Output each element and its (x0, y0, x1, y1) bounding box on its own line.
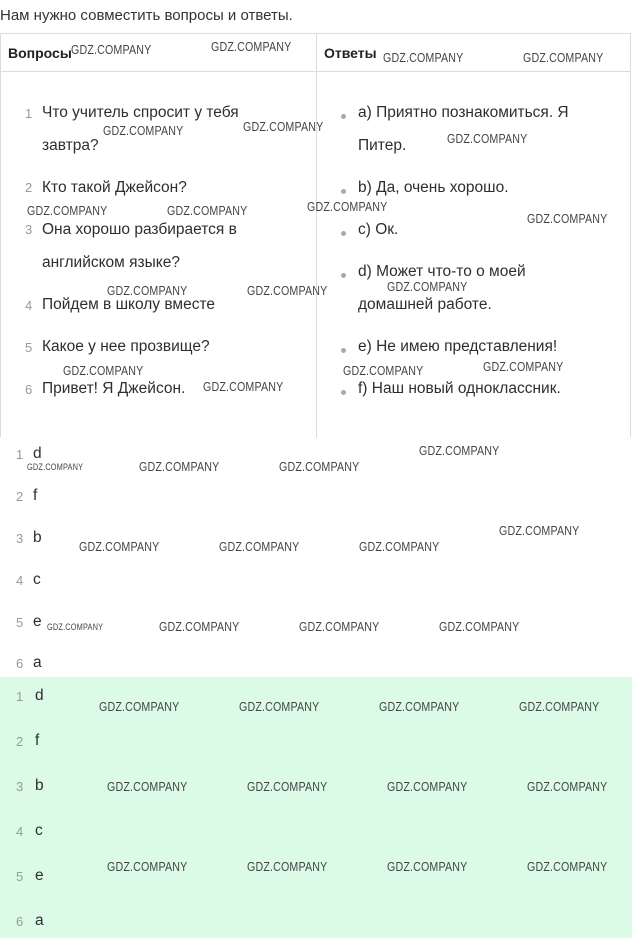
watermark-text: GDZ.COMPANY (527, 779, 608, 794)
watermark-text: GDZ.COMPANY (307, 199, 388, 214)
watermark-text: GDZ.COMPANY (527, 859, 608, 874)
match-value: f (35, 732, 40, 749)
match-number: 6 (16, 656, 24, 671)
match-number: 5 (16, 615, 24, 630)
watermark-text: GDZ.COMPANY (139, 459, 220, 474)
watermark-text: GDZ.COMPANY (519, 699, 600, 714)
header-questions: Вопросы (8, 45, 72, 61)
watermark-text: GDZ.COMPANY (71, 42, 152, 57)
answer-text: a) Приятно познакомиться. Я (358, 104, 569, 121)
match-value: b (35, 777, 44, 794)
question-number: 3 (25, 222, 33, 237)
watermark-text: GDZ.COMPANY (211, 39, 292, 54)
watermark-text: GDZ.COMPANY (279, 459, 360, 474)
watermark-text: GDZ.COMPANY (159, 619, 240, 634)
match-number: 2 (16, 489, 24, 504)
watermark-text: GDZ.COMPANY (219, 539, 300, 554)
answer-text: c) Ок. (358, 221, 399, 238)
question-text: Привет! Я Джейсон. (42, 380, 186, 397)
bullet-icon (341, 348, 346, 353)
match-value: c (33, 571, 41, 588)
match-table (0, 33, 631, 437)
question-text: Что учитель спросит у тебя (42, 104, 239, 121)
question-number: 1 (25, 106, 33, 121)
watermark-text: GDZ.COMPANY (419, 443, 500, 458)
question-number: 2 (25, 180, 33, 195)
watermark-text: GDZ.COMPANY (107, 283, 188, 298)
watermark-text: GDZ.COMPANY (107, 779, 188, 794)
match-number: 4 (16, 824, 24, 839)
match-number: 4 (16, 573, 24, 588)
match-value: e (33, 613, 42, 630)
question-text: Пойдем в школу вместе (42, 296, 215, 313)
bullet-icon (341, 390, 346, 395)
match-number: 3 (16, 531, 24, 546)
watermark-text: GDZ.COMPANY (239, 699, 320, 714)
watermark-text: GDZ.COMPANY (447, 131, 528, 146)
watermark-text: GDZ.COMPANY (103, 123, 184, 138)
watermark-text: GDZ.COMPANY (247, 283, 328, 298)
answer-text: f) Наш новый одноклассник. (358, 380, 561, 397)
match-number: 1 (16, 689, 24, 704)
watermark-text: GDZ.COMPANY (47, 622, 104, 632)
watermark-text: GDZ.COMPANY (299, 619, 380, 634)
watermark-text: GDZ.COMPANY (383, 50, 464, 65)
watermark-text: GDZ.COMPANY (387, 859, 468, 874)
bullet-icon (341, 114, 346, 119)
watermark-text: GDZ.COMPANY (79, 539, 160, 554)
watermark-text: GDZ.COMPANY (167, 203, 248, 218)
column-divider (316, 34, 317, 438)
question-text: Какое у нее прозвище? (42, 338, 210, 355)
page-title: Нам нужно совместить вопросы и ответы. (0, 7, 293, 24)
watermark-text: GDZ.COMPANY (27, 462, 84, 472)
question-number: 5 (25, 340, 33, 355)
watermark-text: GDZ.COMPANY (99, 699, 180, 714)
bullet-icon (341, 189, 346, 194)
match-number: 6 (16, 914, 24, 929)
answer-text: домашней работе. (358, 296, 492, 313)
question-number: 4 (25, 298, 33, 313)
matches-list-plain (0, 440, 632, 677)
match-number: 1 (16, 447, 24, 462)
match-value: f (33, 487, 38, 504)
header-answers: Ответы (324, 45, 377, 61)
question-text: Она хорошо разбирается в (42, 221, 237, 238)
answer-text: d) Может что-то о моей (358, 263, 526, 280)
watermark-text: GDZ.COMPANY (107, 859, 188, 874)
watermark-text: GDZ.COMPANY (247, 859, 328, 874)
match-value: c (35, 822, 43, 839)
watermark-text: GDZ.COMPANY (439, 619, 520, 634)
watermark-text: GDZ.COMPANY (527, 211, 608, 226)
matches-list-highlighted (0, 677, 632, 938)
watermark-text: GDZ.COMPANY (483, 359, 564, 374)
match-value: d (33, 445, 42, 462)
watermark-text: GDZ.COMPANY (387, 279, 468, 294)
answer-text: Питер. (358, 137, 407, 154)
watermark-text: GDZ.COMPANY (343, 363, 424, 378)
answer-text: e) Не имею представления! (358, 338, 558, 355)
match-value: e (35, 867, 44, 884)
match-value: b (33, 529, 42, 546)
watermark-text: GDZ.COMPANY (247, 779, 328, 794)
watermark-text: GDZ.COMPANY (499, 523, 580, 538)
watermark-text: GDZ.COMPANY (359, 539, 440, 554)
match-value: a (35, 912, 44, 929)
watermark-text: GDZ.COMPANY (203, 379, 284, 394)
watermark-text: GDZ.COMPANY (379, 699, 460, 714)
question-text: завтра? (42, 137, 99, 154)
watermark-text: GDZ.COMPANY (63, 363, 144, 378)
question-number: 6 (25, 382, 33, 397)
watermark-text: GDZ.COMPANY (27, 203, 108, 218)
match-number: 5 (16, 869, 24, 884)
question-text: английском языке? (42, 254, 180, 271)
bullet-icon (341, 273, 346, 278)
question-text: Кто такой Джейсон? (42, 179, 187, 196)
match-number: 2 (16, 734, 24, 749)
match-number: 3 (16, 779, 24, 794)
match-value: d (35, 687, 44, 704)
match-value: a (33, 654, 42, 671)
watermark-text: GDZ.COMPANY (387, 779, 468, 794)
watermark-text: GDZ.COMPANY (523, 50, 604, 65)
bullet-icon (341, 231, 346, 236)
answer-text: b) Да, очень хорошо. (358, 179, 509, 196)
watermark-text: GDZ.COMPANY (243, 119, 324, 134)
